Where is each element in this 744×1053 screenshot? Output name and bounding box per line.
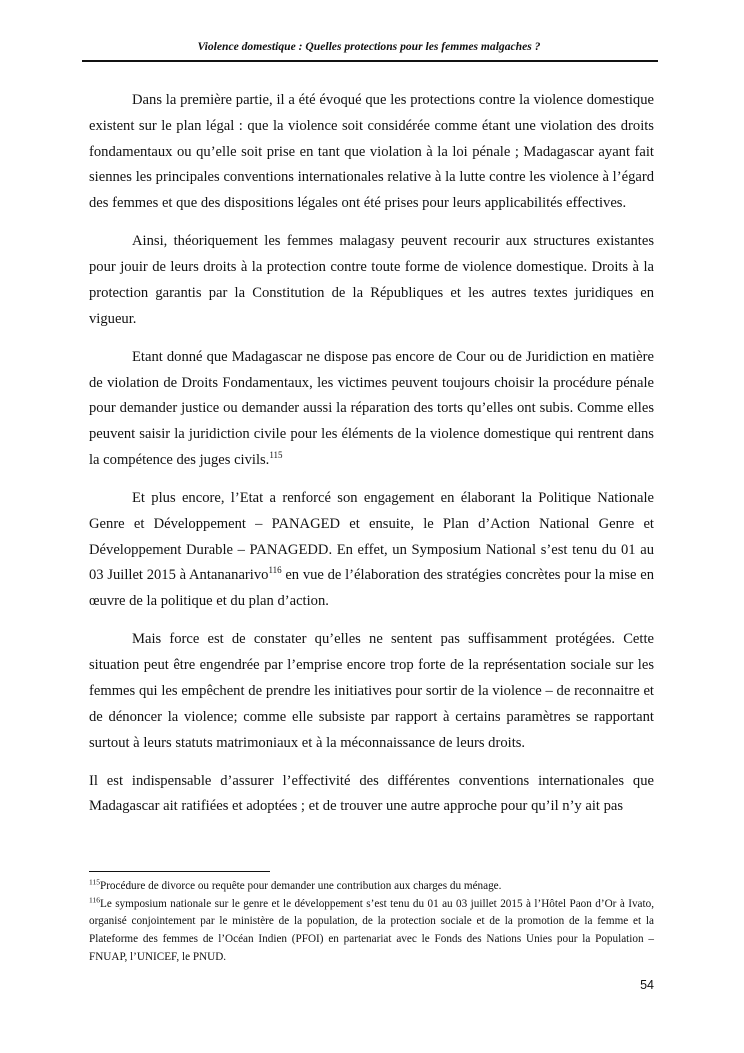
footnotes [89,878,654,967]
paragraph-6: Il est indispensable d’assurer l’effectivité des différentes conventions internationales que Madagascar ait ratifiées et adoptées ; et de trouver une autre approche pour qu’il n’y ait pas [89,772,654,815]
paragraph-4-text-after: en vue de l’élaboration des stratégies concrètes pour la mise en œuvre de la politique et du plan d’action. [89,567,654,610]
footnote-116 [89,896,654,967]
running-header: Violence domestique : Quelles protections pour les femmes malgaches ? [197,40,541,53]
footnote-number: 115 [89,877,100,887]
body-text [89,88,654,833]
footnote-text: Procédure de divorce ou requête pour demander une contribution aux charges du ménage. [99,880,502,892]
paragraph-4-text-before: Et plus encore, l’Etat a renforcé son engagement en élaborant la Politique Nationale Genre et Développement – PANAGED et ensuite, le Plan d’Action National Genre et Développement Durable – PANAGEDD. En effet, un Symposium National s’est tenu du 01 au 03 Juillet 2015 à Antananarivo [89,490,654,584]
footnote-text: Le symposium nationale sur le genre et le développement s’est tenu du 01 au 03 juillet 2015 à l’Hôtel Paon d’Or à Ivato, organisé conjointement par le ministère de la population, de la protection sociale et de la promotion de la femme et la Plateforme des femmes de l’Océan Indien (PFOI) en partenariat avec le Fonds des Nations Unies pour la Population – FNUAP, l’UNICEF, le PNUD. [89,897,654,963]
paragraph-3 [89,345,654,474]
paragraph-3-text: Etant donné que Madagascar ne dispose pas encore de Cour ou de Juridiction en matière de violation de Droits Fondamentaux, les victimes peuvent toujours choisir la procédure pénale pour demander justice ou demander aussi la réparation des torts qu’elles ont subis. Comme elles peuvent saisir la juridiction civile pour les éléments de la violence domestique qui rentrent dans la compétence des juges civils. [89,348,654,468]
footnote-ref-116[interactable]: 116 [268,565,282,576]
footnote-ref-115[interactable]: 115 [269,450,283,461]
footnote-115 [89,878,654,896]
header-rule [82,60,658,62]
page-number: 54 [640,978,654,992]
footnote-separator [89,871,270,872]
paragraph-2: Ainsi, théoriquement les femmes malagasy peuvent recourir aux structures existantes pour jouir de leurs droits à la protection contre toute forme de violence domestique. Droits à la protection garantis par la Constitution de la Républiques et les autres textes juridiques en vigueur. [89,233,654,327]
paragraph-4 [89,486,654,615]
footnote-number: 116 [89,894,100,904]
paragraph-5: Mais force est de constater qu’elles ne sentent pas suffisamment protégées. Cette situation peut être engendrée par l’emprise encore trop forte de la représentation sociale sur les femmes qui les empêchent de prendre les initiatives pour sortir de la violence – de reconnaitre et de dénoncer la violence; comme elle subsiste par rapport à certains paramètres se rapportant surtout à leurs statuts matrimoniaux et à la méconnaissance de leurs droits. [89,631,654,751]
paragraph-1: Dans la première partie, il a été évoqué que les protections contre la violence domestique existent sur le plan légal : que la violence soit considérée comme étant une violation des droits fondamentaux ou qu’elle soit prise en tant que violation à la loi pénale ; Madagascar ayant fait siennes les principales conventions internationales relative à la lutte contre les violence à l’égard des femmes et que des dispositions légales ont été prises pour leurs applicabilités effectives. [89,92,654,212]
